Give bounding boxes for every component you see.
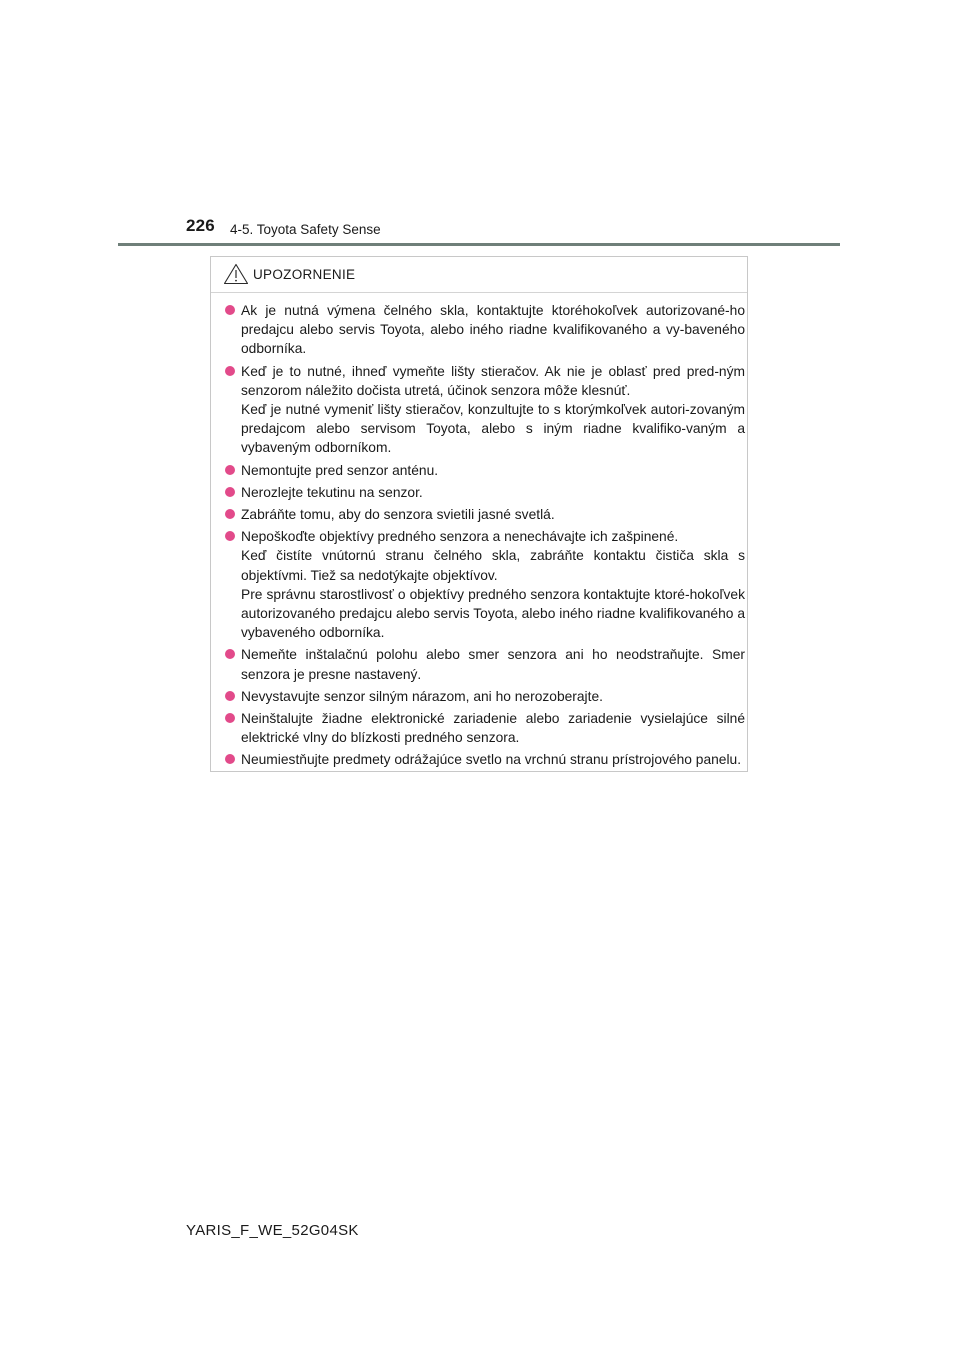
warning-item-text: Nemontujte pred senzor anténu.: [241, 462, 439, 478]
warning-item-text: Nevystavujte senzor silným nárazom, ani ho nerozoberajte.: [241, 688, 603, 704]
pink-circle-bullet-icon: [225, 531, 235, 541]
section-title: 4-5. Toyota Safety Sense: [230, 222, 381, 237]
pink-circle-bullet-icon: [225, 509, 235, 519]
pink-circle-bullet-icon: [225, 649, 235, 659]
warning-item-text: Ak je nutná výmena čelného skla, kontaktujte ktoréhokoľvek autorizované-ho predajcu alebo servis Toyota, alebo iného riadne kvalifikovaného a vy-baveného odborníka.: [241, 303, 745, 357]
warning-item-text: Keď je nutné vymeniť lišty stieračov, konzultujte to s ktorýmkoľvek autori-zovaným predajcom alebo servisom Toyota, alebo s iným riadne kvalifiko-vaným a vybaveným odborníkom.: [241, 402, 745, 456]
pink-circle-bullet-icon: [225, 691, 235, 701]
warning-item-text: Pre správnu starostlivosť o objektívy predného senzora kontaktujte ktoré-hokoľvek autorizovaného predajcu alebo servis Toyota, alebo iného riadne kvalifikovaného a vybaveného odborníka.: [241, 586, 745, 641]
page-number: 226: [186, 216, 215, 235]
warning-item-text: Keď je to nutné, ihneď vymeňte lišty stieračov. Ak nie je oblasť pred pred-ným senzorom náležito dočista utretá, účinok senzora môže klesnúť.: [241, 363, 745, 398]
pink-circle-bullet-icon: [225, 305, 235, 315]
warning-list-item: [224, 750, 745, 769]
pink-circle-bullet-icon: [225, 465, 235, 475]
header-rule: [118, 243, 840, 246]
warning-item-text: Zabráňte tomu, aby do senzora svietili jasné svetlá.: [241, 507, 555, 523]
warning-list-item: [224, 362, 745, 458]
warning-triangle-icon: [223, 263, 249, 285]
warning-header: [223, 263, 355, 285]
warning-list-item: [224, 483, 745, 502]
warning-item-text: Nepoškoďte objektívy predného senzora a nenechávajte ich zašpinené.: [241, 529, 679, 545]
warning-box: [210, 256, 748, 772]
pink-circle-bullet-icon: [225, 754, 235, 764]
warning-title: UPOZORNENIE: [253, 266, 356, 282]
pink-circle-bullet-icon: [225, 713, 235, 723]
warning-list-item: [224, 709, 745, 747]
warning-list-item: [224, 687, 745, 706]
warning-item-text: Nemeňte inštalačnú polohu alebo smer senzora ani ho neodstraňujte. Smer senzora je presne nastavený.: [241, 647, 745, 682]
warning-item-text: Neumiestňujte predmety odrážajúce svetlo na vrchnú stranu prístrojového panelu.: [241, 752, 742, 768]
warning-list-item: [224, 505, 745, 524]
warning-list-item: [224, 527, 745, 642]
pink-circle-bullet-icon: [225, 487, 235, 497]
warning-divider: [211, 292, 747, 293]
warning-list-item: [224, 645, 745, 683]
warning-list-item: [224, 301, 745, 359]
warning-list: [224, 301, 745, 773]
footer-code: YARIS_F_WE_52G04SK: [186, 1222, 359, 1239]
warning-list-item: [224, 461, 745, 480]
warning-item-text: Keď čistíte vnútornú stranu čelného skla, zabráňte kontaktu čističa skla s objektívmi. Tiež sa nedotýkajte objektívov.: [241, 548, 745, 583]
warning-item-text: Nerozlejte tekutinu na senzor.: [241, 484, 423, 500]
pink-circle-bullet-icon: [225, 366, 235, 376]
warning-item-text: Neinštalujte žiadne elektronické zariadenie alebo zariadenie vysielajúce silné elektrické vlny do blízkosti predného senzora.: [241, 711, 745, 746]
